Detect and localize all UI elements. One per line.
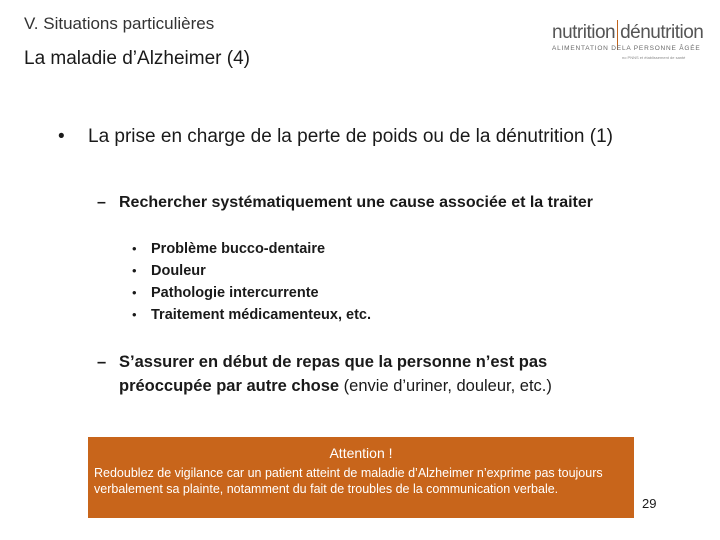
slide-title-number: (4) xyxy=(226,48,251,69)
logo-word-left: nutrition xyxy=(552,22,616,43)
cause-list xyxy=(132,238,371,326)
section-title: V. Situations particulières xyxy=(24,14,215,33)
sub-bullet-meal xyxy=(97,350,637,398)
sub-bullet-meal-bold: S’assurer en début de repas que la personne n’est pas préoccupée par autre chose xyxy=(119,353,548,395)
sub-bullet-meal-normal: (envie d’uriner, douleur, etc.) xyxy=(339,377,552,395)
list-item: • Pathologie intercurrente xyxy=(132,285,319,301)
page-number: 29 xyxy=(642,496,657,511)
slide-title-main: La maladie d’Alzheimer xyxy=(24,48,222,69)
logo-tagline: no PNNS et établissement de santé xyxy=(622,55,686,60)
dash-marker: – xyxy=(97,353,107,371)
attention-body: Redoublez de vigilance car un patient atteint de maladie d’Alzheimer n’exprime pas toujours verbalement sa plainte, notamment du fait de troubles de la communication verbale. xyxy=(94,466,603,496)
sub-bullet-cause xyxy=(97,192,642,213)
list-item: • Problème bucco-dentaire xyxy=(132,241,326,257)
logo-sub-left: ALIMENTATION DE xyxy=(552,45,622,52)
logo-word-right: dénutrition xyxy=(620,22,704,43)
slide-title xyxy=(24,48,250,70)
sub-bullet-cause-text: Rechercher systématiquement une cause associée et la traiter xyxy=(119,194,593,211)
list-item: • Douleur xyxy=(132,263,206,279)
logo-sub-right: LA PERSONNE ÂGÉE xyxy=(622,45,701,52)
bullet-main xyxy=(58,123,618,150)
bullet-main-text: La prise en charge de la perte de poids ou de la dénutrition (1) xyxy=(88,126,613,147)
list-item: • Traitement médicamenteux, etc. xyxy=(132,307,371,323)
bullet-dot: • xyxy=(58,126,65,147)
attention-box xyxy=(88,437,634,518)
attention-title: Attention ! xyxy=(329,445,393,461)
nutrition-denutrition-logo xyxy=(552,22,702,72)
dash-marker: – xyxy=(97,194,106,211)
sub-bullet-meal-text xyxy=(119,350,637,398)
